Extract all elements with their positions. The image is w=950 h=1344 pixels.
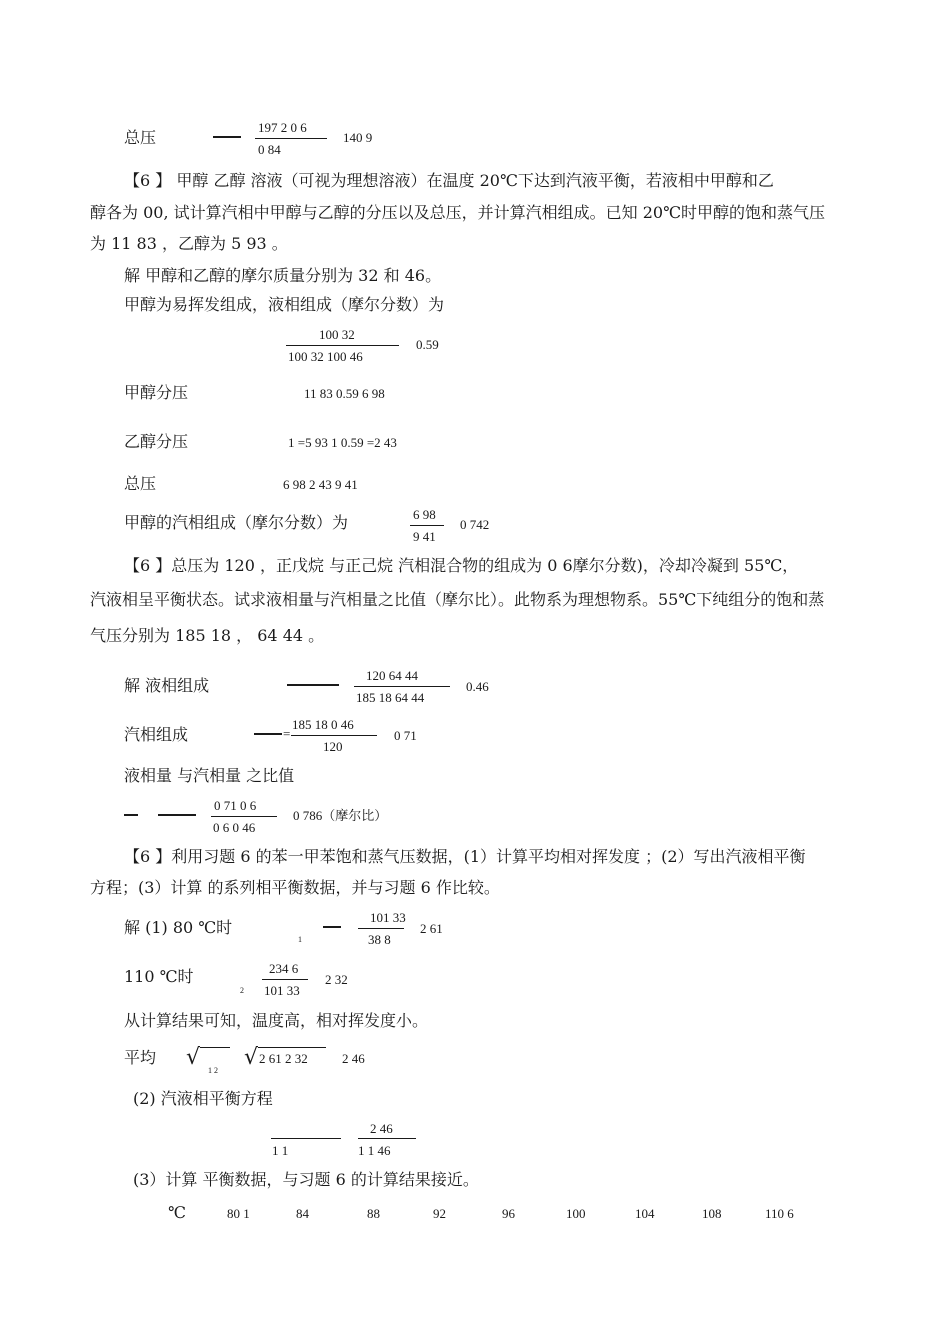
fraction-denominator: 120 bbox=[323, 739, 343, 754]
ethanol-partial-label: 乙醇分压 bbox=[124, 432, 189, 451]
part2-title: (2) 汽液相平衡方程 bbox=[133, 1089, 273, 1108]
ratio-label: 液相量 与汽相量 之比值 bbox=[124, 766, 295, 785]
problem-6-2-line3: 为 11 83 ，乙醇为 5 93 。 bbox=[90, 234, 288, 253]
dash-mark bbox=[323, 926, 341, 928]
temp-cell: 100 bbox=[566, 1206, 586, 1221]
temp-cell: 108 bbox=[702, 1206, 722, 1221]
fraction-denominator: 9 41 bbox=[413, 529, 436, 544]
fraction-numerator: 0 71 0 6 bbox=[214, 798, 257, 813]
fraction-bar bbox=[286, 345, 399, 346]
fraction-numerator: 6 98 bbox=[413, 507, 436, 522]
problem-6-2-line1: 【6 】 甲醇 乙醇 溶液（可视为理想溶液）在温度 20℃下达到汽液平衡，若液相中甲醇和乙 bbox=[124, 171, 774, 190]
conclusion-text: 从计算结果可知，温度高，相对挥发度小。 bbox=[124, 1011, 429, 1030]
problem-6-4-line1: 【6 】利用习题 6 的苯一甲苯饱和蒸气压数据，(1）计算平均相对挥发度 ；(2）写出汽液相平衡 bbox=[124, 847, 806, 866]
result-value: 2 61 bbox=[420, 921, 443, 936]
methanol-partial-expr: 11 83 0.59 6 98 bbox=[304, 386, 385, 401]
total-expr: 6 98 2 43 9 41 bbox=[283, 477, 358, 492]
solution-6-2-text: 甲醇为易挥发组成，液相组成（摩尔分数）为 bbox=[124, 295, 445, 314]
equals-sign: = bbox=[283, 726, 291, 741]
ethanol-partial-expr: 1 =5 93 1 0.59 =2 43 bbox=[288, 435, 397, 450]
sqrt-icon: √ bbox=[186, 1045, 201, 1070]
temp-cell: 84 bbox=[296, 1206, 309, 1221]
result-value: 140 9 bbox=[343, 130, 373, 145]
total-label: 总压 bbox=[124, 474, 157, 493]
result-value: 0 742 bbox=[460, 517, 490, 532]
fraction-bar bbox=[255, 138, 327, 139]
fraction-denominator: 38 8 bbox=[368, 932, 391, 947]
temp-cell: 80 1 bbox=[227, 1206, 250, 1221]
dash-mark bbox=[158, 814, 196, 816]
result-value: 0.59 bbox=[416, 337, 439, 352]
fraction-denominator: 1 1 bbox=[272, 1143, 289, 1158]
sqrt-bar bbox=[200, 1047, 230, 1048]
part3-text: (3）计算 平衡数据，与习题 6 的计算结果接近。 bbox=[133, 1170, 479, 1189]
fraction-numerator: 185 18 0 46 bbox=[292, 717, 354, 732]
fraction-numerator: 197 2 0 6 bbox=[258, 120, 307, 135]
fraction-denominator: 0 6 0 46 bbox=[213, 820, 256, 835]
fraction-bar bbox=[358, 1138, 416, 1139]
fraction-numerator: 120 64 44 bbox=[366, 668, 418, 683]
fraction-denominator: 101 33 bbox=[264, 983, 300, 998]
problem-6-4-line2: 方程；(3）计算 的系列相平衡数据，并与习题 6 作比较。 bbox=[90, 878, 500, 897]
fraction-bar bbox=[211, 816, 277, 817]
result-value: 2 46 bbox=[342, 1051, 365, 1066]
average-label: 平均 bbox=[124, 1048, 157, 1067]
fraction-bar bbox=[358, 928, 404, 929]
problem-6-3-line3: 气压分别为 185 18 ， 64 44 。 bbox=[90, 626, 325, 645]
total-pressure-label: 总压 bbox=[124, 128, 157, 147]
subscript: 1 bbox=[298, 935, 302, 944]
alpha2-label: 110 ℃时 bbox=[124, 967, 194, 986]
fraction-denominator: 100 32 100 46 bbox=[288, 349, 363, 364]
solution-6-2-intro: 解 甲醇和乙醇的摩尔质量分别为 32 和 46。 bbox=[124, 266, 442, 285]
vapor-comp-label: 甲醇的汽相组成（摩尔分数）为 bbox=[124, 513, 349, 532]
result-value: 2 32 bbox=[325, 972, 348, 987]
temp-cell: 110 6 bbox=[765, 1206, 794, 1221]
temp-cell: 96 bbox=[502, 1206, 515, 1221]
fraction-bar bbox=[354, 686, 450, 687]
fraction-bar bbox=[410, 525, 444, 526]
result-value: 0.46 bbox=[466, 679, 489, 694]
result-value: 0 786（摩尔比） bbox=[293, 808, 388, 823]
problem-6-2-line2: 醇各为 00, 试计算汽相中甲醇与乙醇的分压以及总压，并计算汽相组成。已知 20℃时甲醇的饱和蒸气压 bbox=[90, 203, 825, 222]
dash-mark bbox=[287, 684, 339, 686]
temp-cell: 104 bbox=[635, 1206, 655, 1221]
fraction-denominator: 1 1 46 bbox=[358, 1143, 391, 1158]
temp-cell: 88 bbox=[367, 1206, 380, 1221]
vapor-comp-label: 汽相组成 bbox=[124, 725, 189, 744]
fraction-denominator: 185 18 64 44 bbox=[356, 690, 425, 705]
liquid-comp-label: 解 液相组成 bbox=[124, 676, 210, 695]
fraction-denominator: 0 84 bbox=[258, 142, 281, 157]
fraction-numerator: 100 32 bbox=[319, 327, 355, 342]
sqrt-icon: √ bbox=[244, 1045, 259, 1070]
fraction-bar bbox=[271, 1138, 341, 1139]
problem-6-3-line1: 【6 】总压为 120 ，正戊烷 与正己烷 汽相混合物的组成为 0 6摩尔分数)，冷却冷凝到 55℃， bbox=[124, 556, 799, 575]
fraction-numerator: 2 46 bbox=[370, 1121, 393, 1136]
methanol-partial-label: 甲醇分压 bbox=[124, 383, 189, 402]
sqrt-bar bbox=[258, 1047, 326, 1048]
subscript: 2 bbox=[240, 986, 244, 995]
alpha1-label: 解 (1) 80 ℃时 bbox=[124, 918, 233, 937]
subscript: 1 2 bbox=[208, 1066, 218, 1075]
temp-cell: 92 bbox=[433, 1206, 446, 1221]
fraction-bar bbox=[291, 735, 377, 736]
dash-mark bbox=[254, 733, 282, 735]
problem-6-3-line2: 汽液相呈平衡状态。试求液相量与汽相量之比值（摩尔比）。此物系为理想物系。55℃下纯组分的饱和蒸 bbox=[90, 590, 825, 609]
fraction-numerator: 101 33 bbox=[370, 910, 406, 925]
dash-mark bbox=[124, 814, 138, 816]
result-value: 0 71 bbox=[394, 728, 417, 743]
dash-mark bbox=[213, 136, 241, 138]
fraction-numerator: 234 6 bbox=[269, 961, 299, 976]
temperature-unit: ℃ bbox=[168, 1203, 186, 1222]
fraction-bar bbox=[262, 979, 308, 980]
sqrt-expr: 2 61 2 32 bbox=[259, 1051, 308, 1066]
